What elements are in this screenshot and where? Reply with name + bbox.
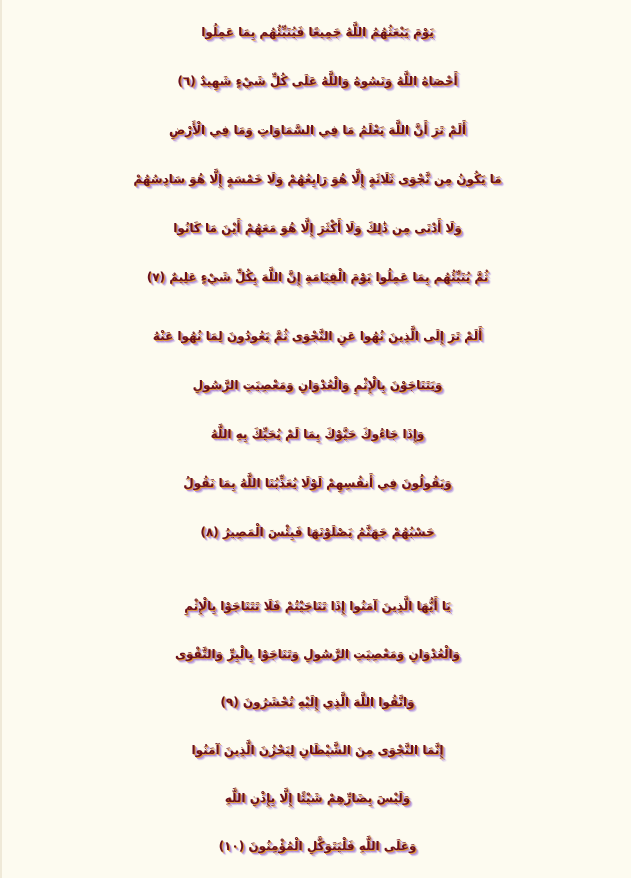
stanza-verses-9-10	[2, 582, 631, 870]
verse-line: وَالْعُدْوَانِ وَمَعْصِيَتِ الرَّسُولِ وَتَنَاجَوْا بِالْبِرِّ وَالتَّقْوَى	[174, 647, 461, 661]
stanza-verse-8	[2, 312, 631, 557]
verse-line: وَلَيْسَ بِضَارِّهِمْ شَيْئًا إِلَّا بِإِذْنِ اللَّهِ	[224, 791, 411, 805]
verse-line: حَسْبُهُمْ جَهَنَّمُ يَصْلَوْنَهَا فَبِئْسَ الْمَصِيرُ (٨)	[200, 525, 435, 539]
verse-line: أَحْصَاهُ اللَّهُ وَنَسُوهُ وَاللَّهُ عَلَى كُلِّ شَيْءٍ شَهِيدٌ (٦)	[177, 74, 458, 88]
verse-line: يَا أَيُّهَا الَّذِينَ آمَنُوا إِذَا تَنَاجَيْتُمْ فَلَا تَتَنَاجَوْا بِالْإِثْمِ	[184, 599, 451, 613]
verse-line: وَيَتَنَاجَوْنَ بِالْإِثْمِ وَالْعُدْوَانِ وَمَعْصِيَتِ الرَّسُولِ	[192, 378, 443, 392]
verse-line: وَإِذَا جَاءُوكَ حَيَّوْكَ بِمَا لَمْ يُحَيِّكَ بِهِ اللَّهُ	[210, 427, 425, 441]
verse-line: أَلَمْ تَرَ إِلَى الَّذِينَ نُهُوا عَنِ النَّجْوَى ثُمَّ يَعُودُونَ لِمَا نُهُوا عَنْهُ	[152, 329, 483, 343]
verse-line: وَعَلَى اللَّهِ فَلْيَتَوَكَّلِ الْمُؤْمِنُونَ (١٠)	[218, 839, 417, 853]
verse-line: وَلَا أَدْنَى مِن ذَٰلِكَ وَلَا أَكْثَرَ إِلَّا هُوَ مَعَهُمْ أَيْنَ مَا كَانُوا	[173, 221, 462, 235]
verse-line: يَوْمَ يَبْعَثُهُمُ اللَّهُ جَمِيعًا فَيُنَبِّئُهُم بِمَا عَمِلُوا	[201, 25, 434, 39]
verse-line: وَيَقُولُونَ فِي أَنفُسِهِمْ لَوْلَا يُعَذِّبُنَا اللَّهُ بِمَا نَقُولُ	[183, 476, 452, 490]
verse-line: وَاتَّقُوا اللَّهَ الَّذِي إِلَيْهِ تُحْشَرُونَ (٩)	[220, 695, 415, 709]
verse-line: مَا يَكُونُ مِن نَّجْوَى ثَلَاثَةٍ إِلَّا هُوَ رَابِعُهُمْ وَلَا خَمْسَةٍ إِلَّا هُوَ سَادِسُهُمْ	[133, 172, 502, 186]
verse-line: ثُمَّ يُنَبِّئُهُم بِمَا عَمِلُوا يَوْمَ الْقِيَامَةِ إِنَّ اللَّهَ بِكُلِّ شَيْءٍ عَلِيمٌ (٧)	[146, 270, 489, 284]
stanza-verses-6-7	[2, 8, 631, 302]
verse-line: أَلَمْ تَرَ أَنَّ اللَّهَ يَعْلَمُ مَا فِي السَّمَاوَاتِ وَمَا فِي الْأَرْضِ	[169, 123, 466, 137]
verse-line: إِنَّمَا النَّجْوَى مِنَ الشَّيْطَانِ لِيَحْزُنَ الَّذِينَ آمَنُوا	[191, 743, 444, 757]
